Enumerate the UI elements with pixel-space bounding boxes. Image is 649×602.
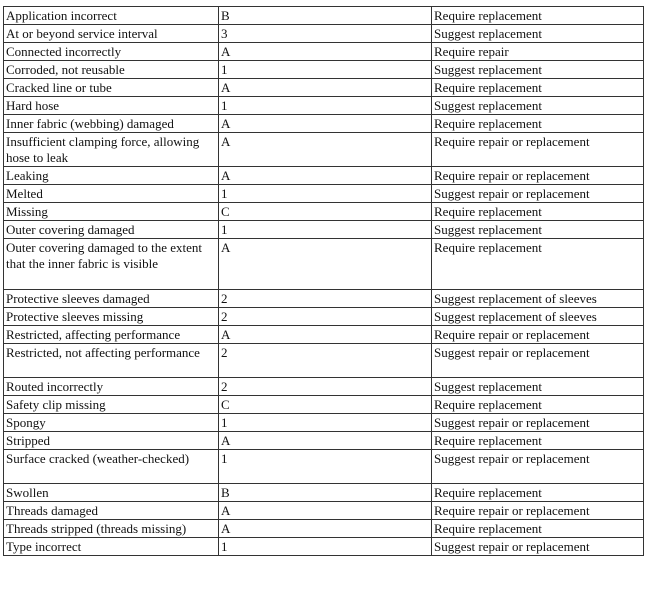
action-cell: Require replacement xyxy=(432,79,644,97)
table-row xyxy=(4,432,644,450)
condition-cell: Cracked line or tube xyxy=(4,79,219,97)
table-row xyxy=(4,344,644,378)
code-cell: A xyxy=(219,167,432,185)
condition-cell: Restricted, affecting performance xyxy=(4,326,219,344)
action-cell: Suggest replacement xyxy=(432,378,644,396)
table-row xyxy=(4,115,644,133)
table-row xyxy=(4,25,644,43)
table-row xyxy=(4,7,644,25)
code-cell: 1 xyxy=(219,538,432,556)
condition-cell: Spongy xyxy=(4,414,219,432)
code-cell: 2 xyxy=(219,290,432,308)
action-cell: Suggest repair or replacement xyxy=(432,185,644,203)
condition-cell: Stripped xyxy=(4,432,219,450)
table-row xyxy=(4,133,644,167)
action-cell: Suggest repair or replacement xyxy=(432,538,644,556)
table-row xyxy=(4,484,644,502)
condition-cell: Leaking xyxy=(4,167,219,185)
code-cell: B xyxy=(219,484,432,502)
condition-cell: Swollen xyxy=(4,484,219,502)
condition-cell: Safety clip missing xyxy=(4,396,219,414)
code-cell: A xyxy=(219,115,432,133)
code-cell: C xyxy=(219,396,432,414)
code-cell: 1 xyxy=(219,450,432,484)
action-cell: Require replacement xyxy=(432,7,644,25)
action-cell: Require repair or replacement xyxy=(432,133,644,167)
code-cell: 1 xyxy=(219,185,432,203)
table-row xyxy=(4,308,644,326)
table-row xyxy=(4,378,644,396)
table-row xyxy=(4,221,644,239)
code-cell: 2 xyxy=(219,344,432,378)
table-row xyxy=(4,520,644,538)
condition-cell: Restricted, not affecting performance xyxy=(4,344,219,378)
table-row xyxy=(4,43,644,61)
condition-cell: Type incorrect xyxy=(4,538,219,556)
code-cell: 3 xyxy=(219,25,432,43)
code-cell: A xyxy=(219,520,432,538)
code-cell: B xyxy=(219,7,432,25)
condition-cell: Missing xyxy=(4,203,219,221)
condition-cell: At or beyond service interval xyxy=(4,25,219,43)
table-row xyxy=(4,203,644,221)
action-cell: Require replacement xyxy=(432,115,644,133)
code-cell: 2 xyxy=(219,308,432,326)
condition-cell: Threads stripped (threads missing) xyxy=(4,520,219,538)
action-cell: Suggest repair or replacement xyxy=(432,344,644,378)
code-cell: A xyxy=(219,239,432,290)
condition-cell: Protective sleeves damaged xyxy=(4,290,219,308)
action-cell: Suggest repair or replacement xyxy=(432,414,644,432)
code-cell: 1 xyxy=(219,221,432,239)
code-cell: 1 xyxy=(219,414,432,432)
condition-table xyxy=(3,6,644,556)
action-cell: Require replacement xyxy=(432,520,644,538)
condition-cell: Threads damaged xyxy=(4,502,219,520)
action-cell: Require replacement xyxy=(432,396,644,414)
table-row xyxy=(4,502,644,520)
condition-cell: Outer covering damaged to the extent that the inner fabric is visible xyxy=(4,239,219,290)
action-cell: Suggest replacement xyxy=(432,25,644,43)
condition-cell: Corroded, not reusable xyxy=(4,61,219,79)
action-cell: Require repair or replacement xyxy=(432,502,644,520)
action-cell: Suggest replacement of sleeves xyxy=(432,290,644,308)
condition-cell: Hard hose xyxy=(4,97,219,115)
condition-cell: Melted xyxy=(4,185,219,203)
table-row xyxy=(4,290,644,308)
code-cell: A xyxy=(219,133,432,167)
code-cell: 2 xyxy=(219,378,432,396)
table-row xyxy=(4,97,644,115)
condition-cell: Application incorrect xyxy=(4,7,219,25)
condition-cell: Connected incorrectly xyxy=(4,43,219,61)
action-cell: Require replacement xyxy=(432,203,644,221)
code-cell: C xyxy=(219,203,432,221)
action-cell: Suggest repair or replacement xyxy=(432,450,644,484)
condition-cell: Inner fabric (webbing) damaged xyxy=(4,115,219,133)
action-cell: Require replacement xyxy=(432,432,644,450)
action-cell: Suggest replacement xyxy=(432,61,644,79)
table-row xyxy=(4,185,644,203)
action-cell: Require repair or replacement xyxy=(432,326,644,344)
action-cell: Suggest replacement xyxy=(432,221,644,239)
action-cell: Require replacement xyxy=(432,239,644,290)
code-cell: 1 xyxy=(219,61,432,79)
action-cell: Suggest replacement xyxy=(432,97,644,115)
condition-cell: Protective sleeves missing xyxy=(4,308,219,326)
code-cell: A xyxy=(219,43,432,61)
action-cell: Require repair or replacement xyxy=(432,167,644,185)
condition-cell: Insufficient clamping force, allowing hose to leak xyxy=(4,133,219,167)
table-row xyxy=(4,61,644,79)
code-cell: A xyxy=(219,79,432,97)
condition-cell: Routed incorrectly xyxy=(4,378,219,396)
table-row xyxy=(4,79,644,97)
table-row xyxy=(4,167,644,185)
table-row xyxy=(4,414,644,432)
table-row xyxy=(4,450,644,484)
code-cell: A xyxy=(219,326,432,344)
table-row xyxy=(4,538,644,556)
code-cell: A xyxy=(219,502,432,520)
action-cell: Suggest replacement of sleeves xyxy=(432,308,644,326)
table-row xyxy=(4,326,644,344)
action-cell: Require repair xyxy=(432,43,644,61)
code-cell: A xyxy=(219,432,432,450)
table-row xyxy=(4,396,644,414)
condition-cell: Surface cracked (weather-checked) xyxy=(4,450,219,484)
table-row xyxy=(4,239,644,290)
action-cell: Require replacement xyxy=(432,484,644,502)
condition-cell: Outer covering damaged xyxy=(4,221,219,239)
code-cell: 1 xyxy=(219,97,432,115)
